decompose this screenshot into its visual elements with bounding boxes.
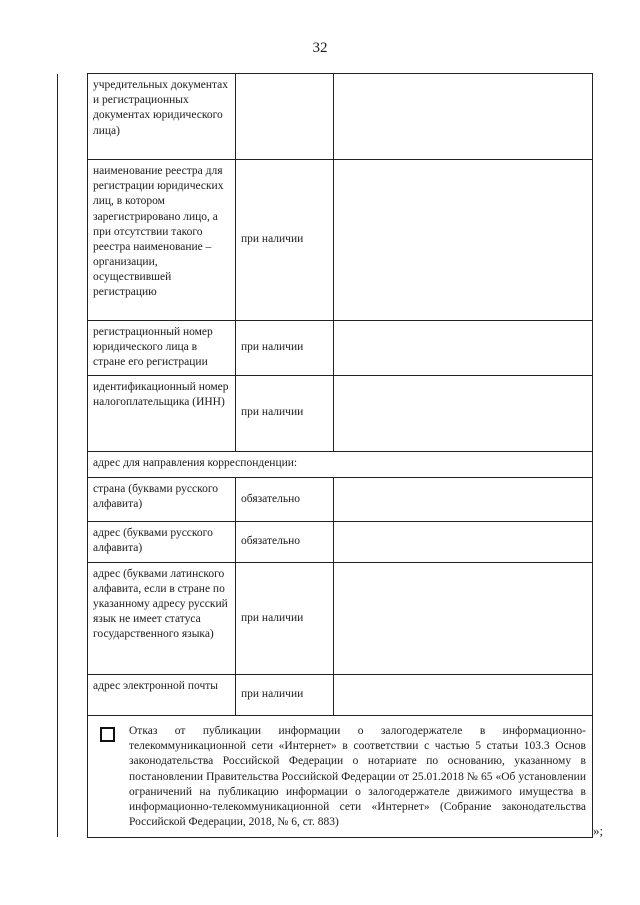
field-requirement: обязательно [236,521,334,562]
field-label: учредительных документах и регистрационных документах юридического лица) [88,74,236,160]
field-requirement: обязательно [236,477,334,521]
publication-refusal-cell [88,715,593,837]
field-value[interactable] [334,477,593,521]
field-requirement: при наличии [236,321,334,376]
field-label: регистрационный номер юридического лица в стране его регистрации [88,321,236,376]
row-number-column [58,74,88,838]
page-number: 32 [312,40,328,56]
field-label: идентификационный номер налогоплательщика (ИНН) [88,375,236,451]
field-value[interactable] [334,321,593,376]
table-row [58,521,593,562]
table-row [58,715,593,837]
table-row [58,451,593,477]
applicant-info-table [57,73,593,838]
table-row [58,74,593,160]
field-value[interactable] [334,521,593,562]
table-row [58,562,593,674]
table-row [58,477,593,521]
field-requirement: при наличии [236,375,334,451]
field-label: наименование реестра для регистрации юридических лиц, в котором зарегистрировано лицо, а при отсутствии такого реестра наименование – организации, осуществившей регистрацию [88,160,236,321]
field-value[interactable] [334,74,593,160]
closing-quote-mark: »; [593,823,604,838]
address-section-header: адрес для направления корреспонденции: [88,451,593,477]
field-label: адрес (буквами латинского алфавита, если в стране по указанному адресу русский язык не имеет статуса государственного языка) [88,562,236,674]
field-value[interactable] [334,375,593,451]
field-label: адрес (буквами русского алфавита) [88,521,236,562]
field-requirement [236,74,334,160]
table-row [58,375,593,451]
publication-refusal-checkbox[interactable] [100,727,115,742]
field-value[interactable] [334,562,593,674]
table-row [58,674,593,715]
table-row [58,160,593,321]
field-label: адрес электронной почты [88,674,236,715]
publication-refusal-text: Отказ от публикации информации о залогодержателе в информационно-телекоммуникационной сети «Интернет» в соответствии с частью 5 статьи 103.3 Основ законодательства Российской Федерации о нотариате по основанию, указанному в постановлении Правительства Российской Федерации от 25.01.2018 № 65 «Об установлении ограничений на публикацию информации о залогодержателе движимого имущества в информационно-телекоммуникационной сети «Интернет» (Собрание законодательства Российской Федерации, 2018, № 6, ст. 883) [129,724,586,829]
field-requirement: при наличии [236,674,334,715]
table-row [58,321,593,376]
field-value[interactable] [334,160,593,321]
field-requirement: при наличии [236,562,334,674]
field-label: страна (буквами русского алфавита) [88,477,236,521]
field-requirement: при наличии [236,160,334,321]
field-value[interactable] [334,674,593,715]
